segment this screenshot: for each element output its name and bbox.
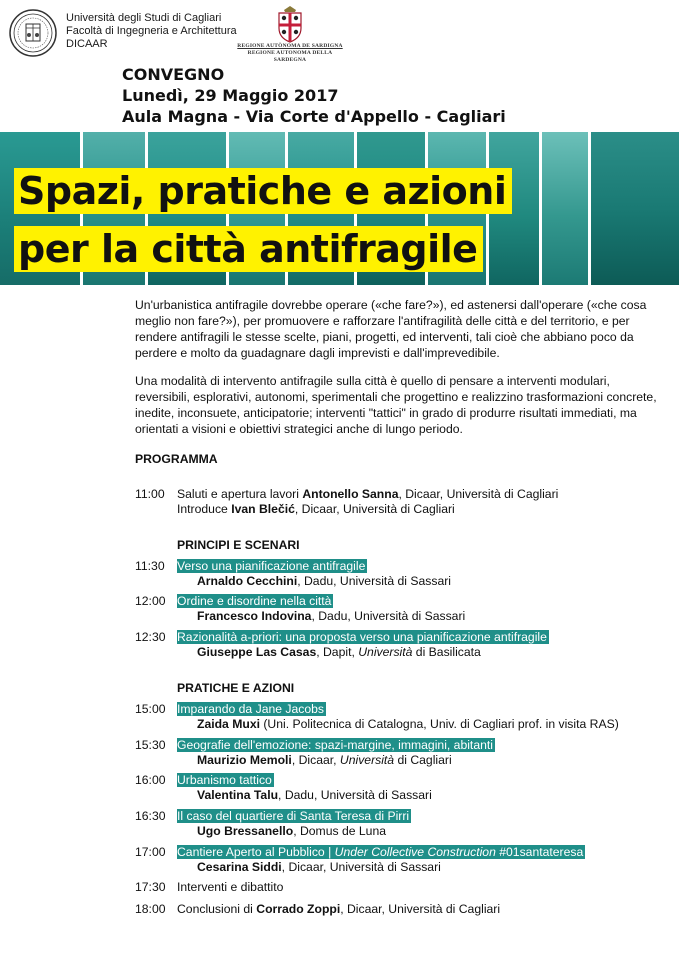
- region-label-sardinian: REGIONE AUTÒNOMA DE SARDIGNA: [237, 43, 343, 49]
- speaker-affiliation-italic: Università: [358, 645, 413, 659]
- session-time: 17:00: [135, 845, 166, 859]
- introduction-line: [177, 502, 455, 517]
- talk-title: [177, 559, 367, 574]
- university-info: [66, 12, 237, 51]
- talk-title: [177, 594, 333, 609]
- closing-line: [177, 902, 500, 917]
- speaker-affiliation: , Dicaar, Università di Sassari: [281, 860, 441, 874]
- section-heading-pratiche: PRATICHE E AZIONI: [177, 681, 295, 695]
- intro-paragraph-1: Un'urbanistica antifragile dovrebbe operare («che fare?»), ed astenersi dall'operare («che cosa meglio non fare?»), per promuovere e rafforzare l'antifragilità delle città e del territorio, e per rendere antifragili le stesse scelte, piani, progetti, ed interventi, tali cioè che abbiano poco da perdere e molto da guadagnare dagli imprevisti e dall'imprevedibile.: [135, 298, 647, 360]
- opening-text: Saluti e apertura lavori: [177, 487, 303, 501]
- talk-title-highlight: Imparando da Jane Jacobs: [177, 702, 325, 716]
- session-time: 18:00: [135, 902, 166, 916]
- talk-title-hashtag: #01santateresa: [495, 845, 584, 859]
- event-type: CONVEGNO: [122, 65, 225, 84]
- speaker-name: Antonello Sanna: [302, 487, 399, 501]
- talk-title-highlight: Razionalità a-priori: una proposta verso una pianificazione antifragile: [177, 630, 547, 644]
- session-time: 15:30: [135, 738, 166, 752]
- department-name: DICAAR: [66, 38, 108, 50]
- region-label-italian: REGIONE AUTONOMA DELLA SARDEGNA: [247, 50, 333, 63]
- session-time: 16:30: [135, 809, 166, 823]
- speaker-affiliation-italic: Università: [339, 753, 395, 767]
- banner-photo-strip: [542, 132, 588, 285]
- speaker-affiliation: , Dadu, Università di Sassari: [278, 788, 432, 802]
- talk-speaker-line: [197, 824, 386, 839]
- event-title-line-1: Spazi, pratiche e azioni: [14, 168, 512, 214]
- talk-speaker-line: [197, 860, 441, 875]
- talk-title-highlight: Urbanismo tattico: [177, 773, 272, 787]
- talk-title-highlight: [177, 845, 585, 859]
- speaker-name: Ugo Bressanello: [197, 824, 294, 838]
- speaker-affiliation: , Dadu, Università di Sassari: [297, 574, 451, 588]
- event-info: [122, 64, 506, 127]
- speaker-name: Cesarina Siddi: [197, 860, 282, 874]
- speaker-affiliation: , Dicaar,: [291, 753, 340, 767]
- talk-speaker-line: [197, 753, 452, 768]
- talk-title-highlight: Geografie dell'emozione: spazi-margine, immagini, abitanti: [177, 738, 493, 752]
- speaker-name: Giuseppe Las Casas: [197, 645, 317, 659]
- speaker-name: Valentina Talu: [197, 788, 279, 802]
- talk-title-highlight: Il caso del quartiere di Santa Teresa di Pirri: [177, 809, 410, 823]
- event-title-line-2: per la città antifragile: [14, 226, 483, 272]
- speaker-affiliation: , Dadu, Università di Sassari: [311, 609, 466, 623]
- introduction-text: Introduce: [177, 502, 232, 516]
- talk-title-italic: Under Collective Construction: [334, 845, 496, 859]
- event-venue: Aula Magna - Via Corte d'Appello - Cagliari: [122, 107, 506, 126]
- talk-title: [177, 738, 495, 753]
- talk-title: [177, 845, 585, 860]
- closing-text: Conclusioni di: [177, 902, 257, 916]
- talk-speaker-line: [197, 645, 481, 660]
- session-time: 12:00: [135, 594, 166, 608]
- university-name: Università degli Studi di Cagliari: [66, 12, 222, 24]
- talk-title: [177, 702, 326, 717]
- talk-title: [177, 809, 411, 824]
- session-time: 15:00: [135, 702, 166, 716]
- sardinia-coat-of-arms-icon: [270, 4, 310, 44]
- section-heading-principi: PRINCIPI E SCENARI: [177, 538, 300, 552]
- speaker-affiliation: , Dapit,: [316, 645, 359, 659]
- speaker-name: Zaida Muxi: [197, 717, 260, 731]
- session-time: 11:30: [135, 559, 165, 573]
- program-heading: PROGRAMMA: [135, 452, 218, 466]
- region-label: [234, 43, 346, 64]
- talk-title: [177, 773, 274, 788]
- speaker-name: Maurizio Memoli: [197, 753, 292, 767]
- debate-text: Interventi e dibattito: [177, 880, 284, 894]
- speaker-name: Francesco Indovina: [197, 609, 312, 623]
- speaker-affiliation: , Dicaar, Università di Cagliari: [340, 902, 501, 916]
- talk-title-text: Cantiere Aperto al Pubblico |: [177, 845, 335, 859]
- speaker-affiliation: , Dicaar, Università di Cagliari: [398, 487, 559, 501]
- talk-speaker-line: [197, 574, 451, 589]
- talk-title-highlight: Verso una pianificazione antifragile: [177, 559, 366, 573]
- session-time: 16:00: [135, 773, 166, 787]
- session-time: 11:00: [135, 487, 165, 501]
- intro-paragraph-2: Una modalità di intervento antifragile sulla città è quello di pensare a interventi modulari, reversibili, esplorativi, autonomi, sperimentali che progettino e realizzino trasformazioni concrete, inedite, inconsuete, anticipatorie; interventi "tattici" in grado di produrre risultati immediati, ma orientati a visioni e obiettivi strategici anche di lungo periodo.: [135, 374, 657, 436]
- speaker-name: Arnaldo Cecchini: [197, 574, 298, 588]
- talk-speaker-line: [197, 788, 432, 803]
- speaker-affiliation-end: di Basilicata: [412, 645, 481, 659]
- banner-photo-strip: [591, 132, 679, 285]
- session-time: 17:30: [135, 880, 166, 894]
- talk-title: [177, 630, 549, 645]
- university-seal-icon: [9, 9, 57, 57]
- speaker-affiliation: , Dicaar, Università di Cagliari: [294, 502, 455, 516]
- session-time: 12:30: [135, 630, 166, 644]
- talk-speaker-line: [197, 717, 619, 732]
- talk-speaker-line: [197, 609, 465, 624]
- opening-line: [177, 487, 558, 502]
- speaker-affiliation: , Domus de Luna: [293, 824, 387, 838]
- speaker-name: Ivan Blečić: [231, 502, 295, 516]
- speaker-name: Corrado Zoppi: [256, 902, 341, 916]
- speaker-affiliation: (Uni. Politecnica di Catalogna, Univ. di Cagliari prof. in visita RAS): [259, 717, 619, 731]
- speaker-affiliation-end: di Cagliari: [394, 753, 452, 767]
- event-date: Lunedì, 29 Maggio 2017: [122, 86, 339, 105]
- faculty-name: Facoltà di Ingegneria e Architettura: [66, 25, 237, 37]
- talk-title-highlight: Ordine e disordine nella città: [177, 594, 332, 608]
